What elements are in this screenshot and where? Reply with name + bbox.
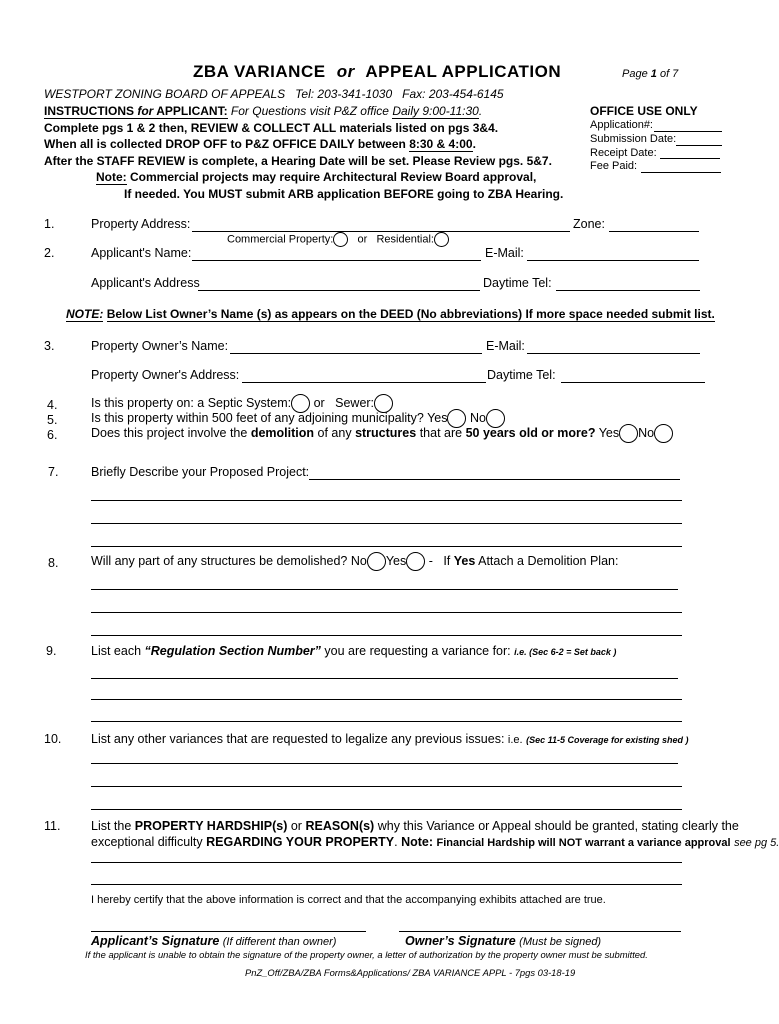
instructions-note (96, 170, 536, 185)
q7-number: 7. (48, 465, 59, 479)
instructions-line3a: When all is collected DROP OFF to P&Z OFFICE DAILY between (44, 137, 406, 151)
q6-no-radio[interactable] (654, 424, 673, 443)
instructions-line3b: 8:30 & 4:00 (409, 137, 473, 151)
owner-tel-field[interactable] (561, 382, 705, 383)
property-address-label: Property Address: (91, 217, 191, 231)
q11-row1 (91, 819, 739, 833)
q11-f: exceptional difficulty (91, 835, 203, 849)
q11-k: see pg 5. (734, 837, 779, 849)
q8-no-radio[interactable] (367, 552, 386, 571)
q5-number: 5. (47, 413, 58, 427)
q8-yes: Yes (385, 553, 407, 568)
q9-line-1[interactable] (91, 678, 678, 679)
instructions-note-label: Note: (96, 170, 127, 184)
office-submission-line[interactable] (676, 145, 722, 146)
applicant-name-field[interactable] (192, 260, 481, 261)
applicant-email-field[interactable] (527, 260, 699, 261)
q11-a: List the (91, 819, 132, 833)
property-type-row (227, 232, 449, 247)
q7-line-1[interactable] (309, 479, 680, 480)
applicant-sig-title: Applicant’s Signature (91, 934, 220, 948)
zone-label: Zone: (573, 217, 605, 231)
owner-note-label: NOTE: (66, 307, 104, 321)
q11-d: REASON(s) (305, 819, 375, 833)
owner-signature-label (405, 934, 601, 948)
q5-no: No (469, 410, 486, 425)
board-name: WESTPORT ZONING BOARD OF APPEALS (44, 87, 286, 101)
applicant-email-label: E-Mail: (485, 246, 524, 260)
q11-g: REGARDING YOUR PROPERTY (206, 835, 395, 849)
q9-e: (Sec 6-2 = Set back ) (529, 647, 617, 657)
q9-b: “Regulation Section Number” (144, 644, 321, 658)
page-number: 1 (650, 68, 657, 80)
instructions-heading: INSTRUCTIONS (44, 104, 134, 118)
applicant-address-field[interactable] (198, 290, 480, 291)
q11-line-2[interactable] (91, 884, 682, 885)
q9-c: you are requesting a variance for: (324, 644, 511, 658)
q8-yes-radio[interactable] (406, 552, 425, 571)
q10-c: (Sec 11-5 Coverage for existing shed ) (526, 735, 689, 745)
residential-radio[interactable] (434, 232, 449, 247)
q10-a: List any other variances that are requested to legalize any previous issues: (91, 732, 505, 746)
certify-text: I hereby certify that the above information is correct and that the accompanying exhibits attached are true. (91, 894, 606, 906)
q10-number: 10. (44, 732, 62, 746)
instructions-line1: INSTRUCTIONS for APPLICANT: For Questions visit P&Z office Daily 9:00-11:30. (44, 104, 483, 118)
applicant-signature-line[interactable] (91, 931, 366, 932)
q6-f: 50 years old or more? (465, 425, 596, 440)
board-fax: Fax: 203-454-6145 (402, 87, 504, 101)
q8-line-1[interactable] (91, 589, 678, 590)
office-receipt-label: Receipt Date: (590, 147, 657, 159)
instructions-applicant: APPLICANT: (156, 104, 228, 118)
q1-number: 1. (44, 217, 55, 231)
owner-note (66, 307, 715, 322)
q2-number: 2. (44, 246, 55, 260)
owner-tel-label: Daytime Tel: (487, 368, 556, 382)
q8-dash: - (428, 553, 433, 568)
q9-number: 9. (46, 644, 57, 658)
title-or: or (336, 62, 355, 81)
q10-row (91, 732, 688, 746)
q8-attach: Attach a Demolition Plan: (478, 553, 619, 568)
instructions-hours: Daily 9:00-11:30 (392, 104, 479, 118)
owner-name-field[interactable] (230, 353, 482, 354)
office-application-label: Application#: (590, 119, 653, 131)
q6-c: of any (317, 425, 352, 440)
instructions-line2: Complete pgs 1 & 2 then, REVIEW & COLLECT ALL materials listed on pgs 3&4. (44, 121, 499, 135)
instructions-note-text: Commercial projects may require Architectural Review Board approval, (130, 170, 537, 184)
q9-a: List each (91, 644, 142, 658)
q6-row (91, 424, 673, 443)
q6-number: 6. (47, 428, 58, 442)
form-title (193, 62, 561, 82)
document-path: PnZ_Off/ZBA/ZBA Forms&Applications/ ZBA VARIANCE APPL - 7pgs 03-18-19 (245, 967, 576, 978)
q8-row (91, 552, 618, 571)
q8-yes-bold: Yes (453, 553, 476, 568)
q4-sewer: Sewer: (335, 395, 375, 410)
applicant-tel-field[interactable] (556, 290, 700, 291)
property-type-or: or (357, 233, 368, 246)
q6-no: No (638, 425, 655, 440)
owner-email-label: E-Mail: (486, 339, 525, 353)
office-receipt-line[interactable] (660, 158, 720, 159)
q9-line-3[interactable] (91, 721, 682, 722)
q11-number: 11. (44, 819, 61, 833)
q10-line-2[interactable] (91, 786, 682, 787)
applicant-sig-note: (If different than owner) (222, 936, 337, 948)
office-fee-line[interactable] (641, 172, 721, 173)
q7-line-4[interactable] (91, 546, 682, 547)
page-of: of 7 (659, 68, 679, 80)
q6-b: demolition (250, 425, 315, 440)
q8-if: If (443, 553, 451, 568)
q9-line-2[interactable] (91, 699, 682, 700)
q4-number: 4. (47, 398, 58, 412)
owner-signature-line[interactable] (399, 931, 681, 932)
q8-line-2[interactable] (91, 612, 682, 613)
owner-sig-note: (Must be signed) (519, 936, 602, 948)
page-label: Page (622, 68, 648, 80)
q7-text: Briefly Describe your Proposed Project: (91, 465, 310, 479)
q7-line-2[interactable] (91, 500, 682, 501)
office-use-heading: OFFICE USE ONLY (590, 104, 698, 118)
instructions-note-line2: If needed. You MUST submit ARB application BEFORE going to ZBA Hearing. (124, 187, 564, 201)
applicant-tel-label: Daytime Tel: (483, 276, 552, 290)
office-fee-label: Fee Paid: (590, 160, 638, 172)
q11-c: or (290, 819, 302, 833)
page-indicator (622, 68, 678, 80)
q8-line-3[interactable] (91, 635, 682, 636)
applicant-signature-label (91, 934, 336, 948)
q6-a: Does this project involve the (91, 425, 248, 440)
q9-row (91, 644, 616, 658)
commercial-radio[interactable] (333, 232, 348, 247)
q3-number: 3. (44, 339, 55, 353)
owner-note-text: Below List Owner’s Name (s) as appears on the DEED (No abbreviations) If more space needed submit list. (106, 307, 715, 321)
q11-i: Note: (401, 835, 434, 849)
q6-yes: Yes (598, 425, 620, 440)
instructions-questions: For Questions visit P&Z office (230, 104, 389, 118)
q6-e: that are (419, 425, 463, 440)
q11-row2 (91, 835, 779, 849)
q10-line-1[interactable] (91, 763, 678, 764)
owner-sig-title: Owner’s Signature (405, 934, 516, 948)
owner-name-label: Property Owner’s Name: (91, 339, 229, 353)
owner-address-label: Property Owner's Address: (91, 368, 240, 382)
q6-d: structures (355, 425, 417, 440)
q4-or: or (313, 395, 325, 410)
zone-field[interactable] (609, 231, 699, 232)
q9-d: i.e. (514, 647, 527, 657)
office-submission-label: Submission Date: (590, 133, 677, 145)
board-tel: Tel: 203-341-1030 (295, 87, 393, 101)
owner-email-field[interactable] (527, 353, 700, 354)
q6-yes-radio[interactable] (619, 424, 638, 443)
board-contact (44, 87, 504, 101)
title-part2: APPEAL APPLICATION (365, 62, 562, 81)
q8-number: 8. (48, 556, 59, 570)
q11-h: . (394, 835, 398, 849)
q11-b: PROPERTY HARDSHIP(s) (134, 819, 288, 833)
authorization-note: If the applicant is unable to obtain the signature of the property owner, a letter of authorization by the property owner must be submitted. (85, 949, 648, 960)
residential-label: Residential: (376, 233, 434, 246)
q10-b: i.e. (507, 734, 523, 746)
q5-text: Is this property within 500 feet of any adjoining municipality? Yes (91, 410, 448, 425)
instructions-for: for (137, 104, 154, 118)
q7-line-3[interactable] (91, 523, 682, 524)
q10-line-3[interactable] (91, 809, 682, 810)
office-application-line[interactable] (654, 131, 722, 132)
instructions-line3: When all is collected DROP OFF to P&Z OFFICE DAILY between 8:30 & 4:00. (44, 137, 476, 151)
instructions-line4: After the STAFF REVIEW is complete, a Hearing Date will be set. Please Review pgs. 5&7. (44, 154, 552, 168)
owner-address-field[interactable] (242, 382, 486, 383)
q4-text: Is this property on: a Septic System: (91, 395, 292, 410)
applicant-name-label: Applicant's Name: (91, 246, 192, 260)
q11-e: why this Variance or Appeal should be granted, stating clearly the (377, 819, 739, 833)
commercial-label: Commercial Property: (227, 233, 334, 246)
applicant-address-label: Applicant's Address (91, 276, 200, 290)
q11-j: Financial Hardship will NOT warrant a variance approval (436, 837, 731, 849)
q8-text: Will any part of any structures be demolished? No (91, 553, 367, 568)
title-part1: ZBA VARIANCE (193, 62, 326, 81)
q11-line-1[interactable] (91, 862, 682, 863)
